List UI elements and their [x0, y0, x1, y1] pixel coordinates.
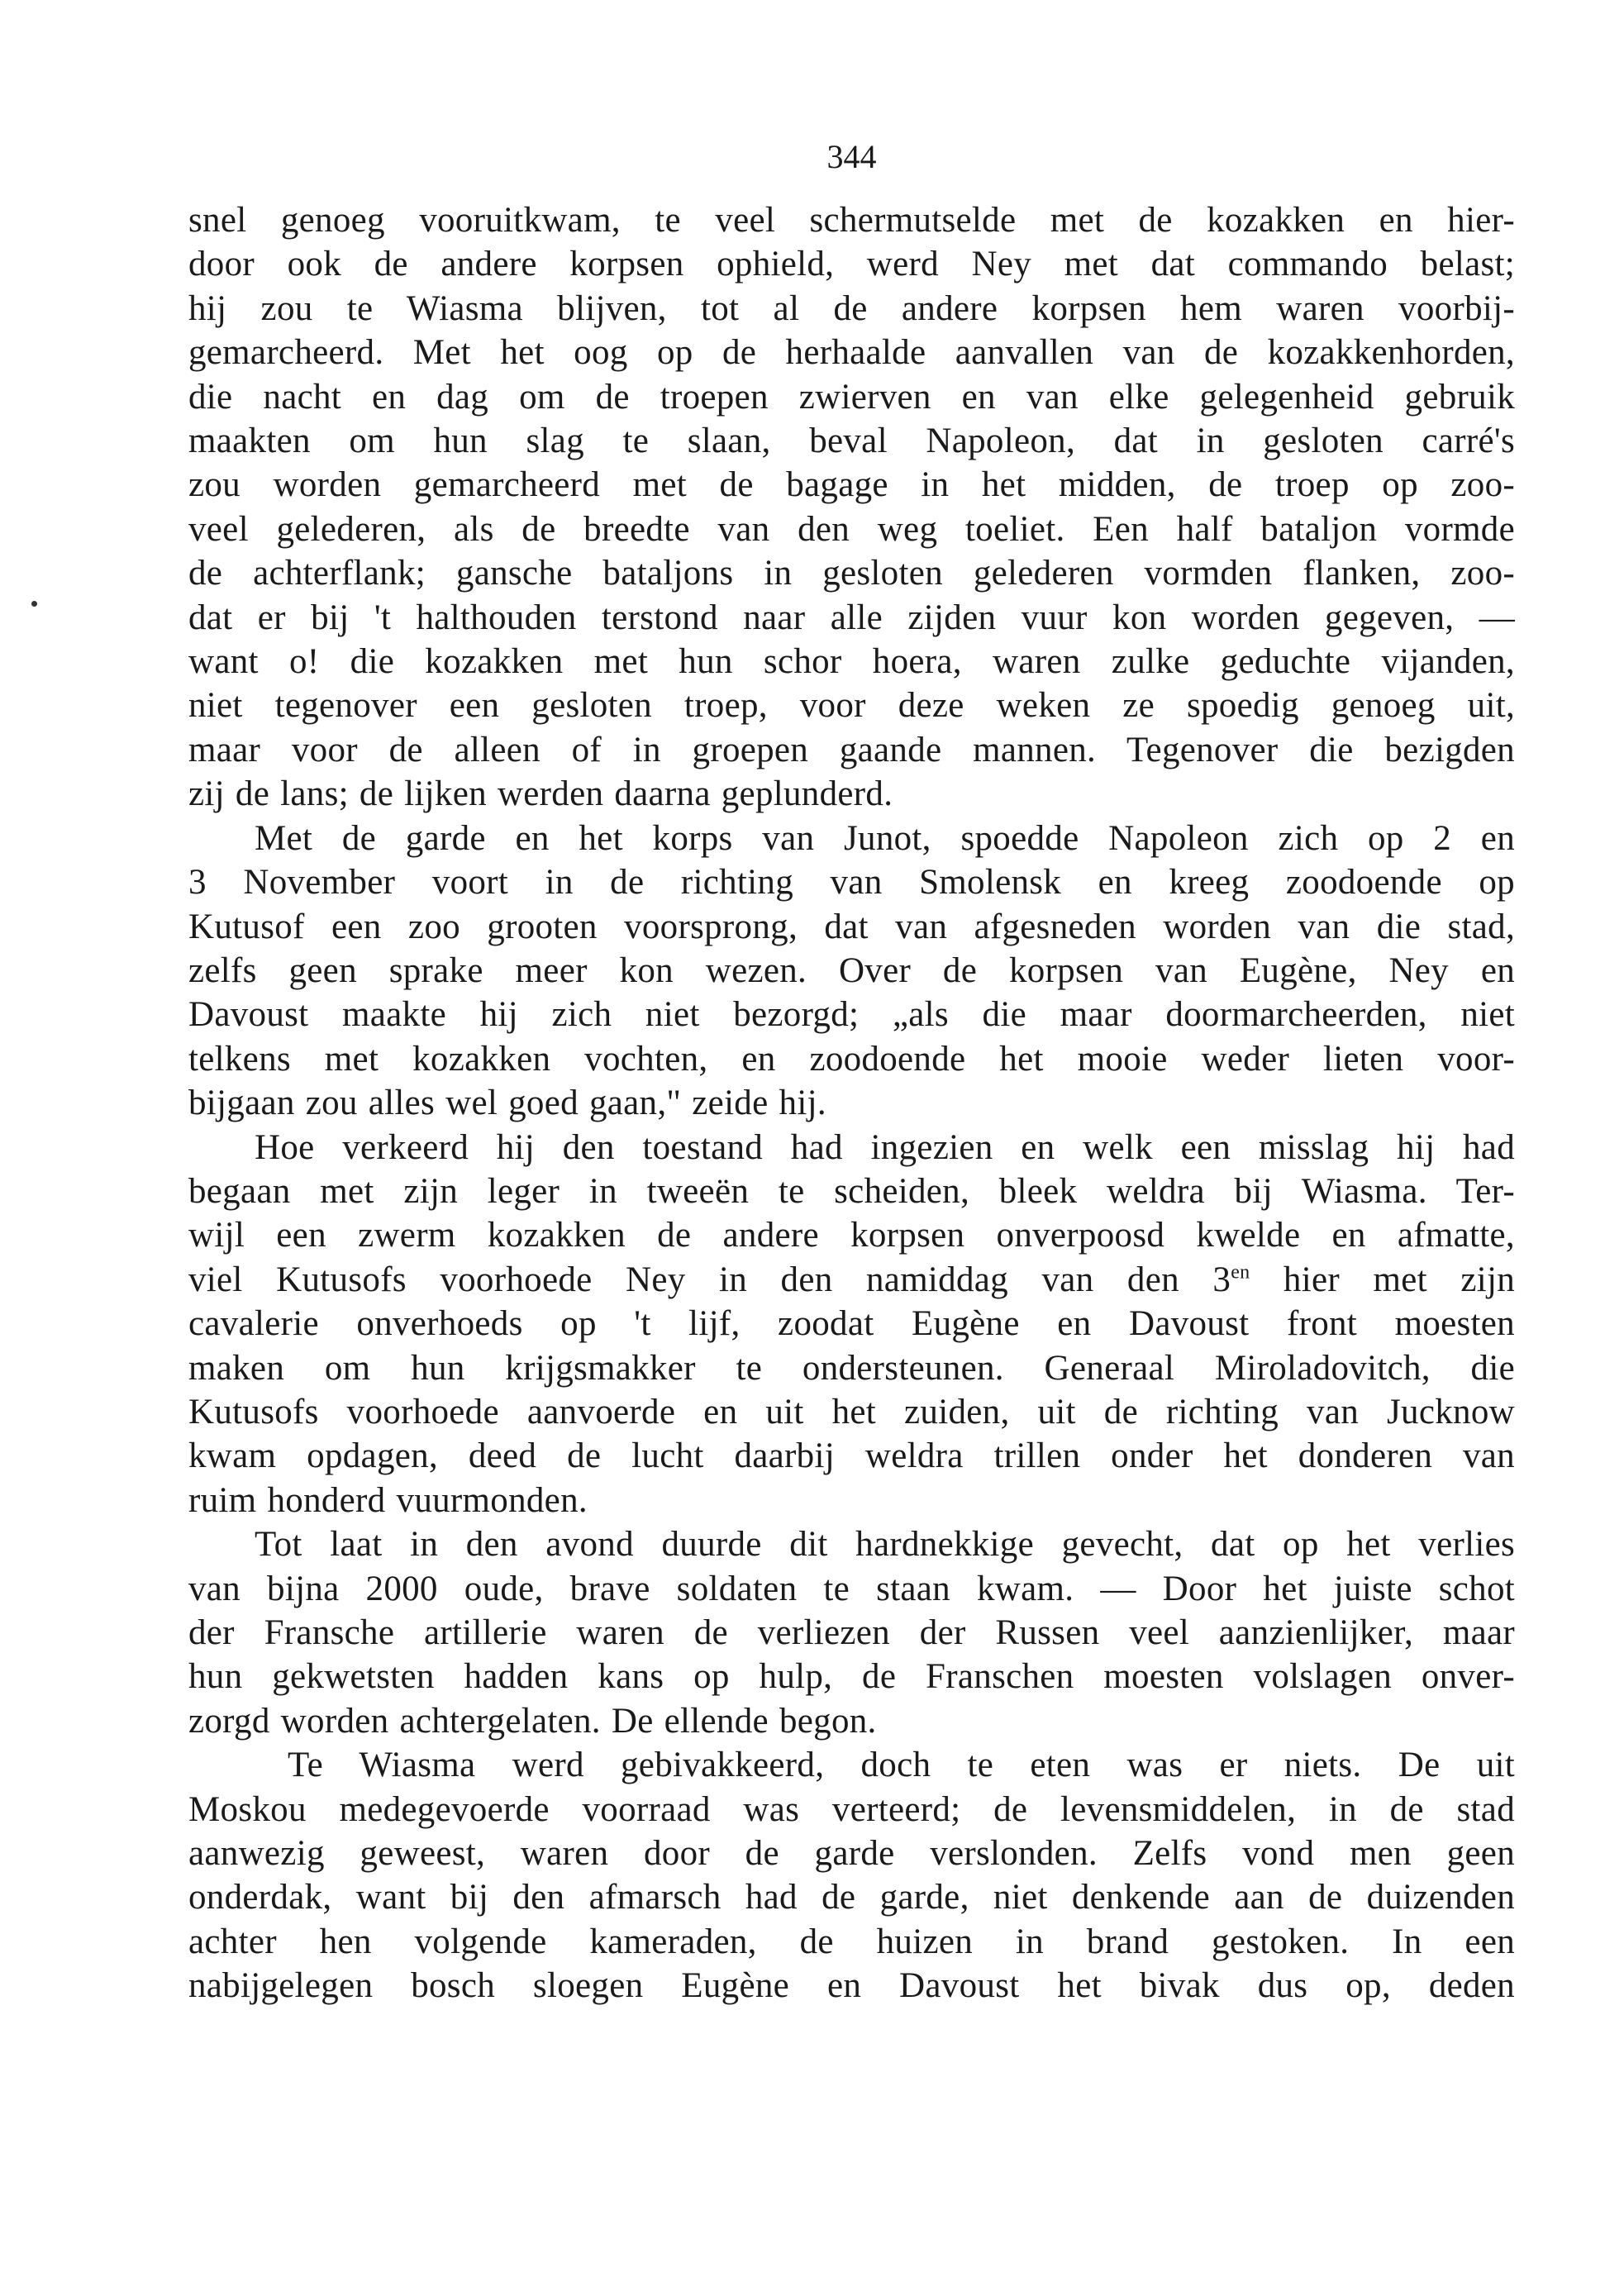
text-line: de achterflank; gansche bataljons in gesloten gelederen vormden flanken, zoo-	[188, 554, 1515, 593]
text-line: hij zou te Wiasma blijven, tot al de andere korpsen hem waren voorbij-	[188, 288, 1515, 328]
text-line: Tot laat in den avond duurde dit hardnekkige gevecht, dat op het verlies	[255, 1525, 1515, 1565]
text-line: kwam opdagen, deed de lucht daarbij weldra trillen onder het donderen van	[188, 1436, 1515, 1476]
page-number: 344	[826, 138, 877, 175]
text-line: begaan met zijn leger in tweeën te scheiden, bleek weldra bij Wiasma. Ter-	[188, 1171, 1515, 1211]
text-line: Kutusof een zoo grooten voorsprong, dat van afgesneden worden van die stad,	[188, 907, 1515, 946]
text-line: der Fransche artillerie waren de verliezen der Russen veel aanzienlijker, maar	[188, 1613, 1515, 1652]
book-page	[188, 132, 1515, 2008]
text-line: hun gekwetsten hadden kans op hulp, de Franschen moesten volslagen onver-	[188, 1657, 1515, 1697]
text-line: die nacht en dag om de troepen zwierven en van elke gelegenheid gebruik	[188, 377, 1515, 417]
text-line: onderdak, want bij den afmarsch had de garde, niet denkende aan de duizenden	[188, 1878, 1515, 1917]
body-text	[188, 198, 1515, 2008]
text-line: niet tegenover een gesloten troep, voor deze weken ze spoedig genoeg uit,	[188, 686, 1515, 726]
text-line: wijl een zwerm kozakken de andere korpsen onverpoosd kwelde en afmatte,	[188, 1216, 1515, 1255]
text-line: achter hen volgende kameraden, de huizen in brand gestoken. In een	[188, 1922, 1515, 1961]
text-line: snel genoeg vooruitkwam, te veel schermutselde met de kozakken en hier-	[188, 201, 1515, 240]
text-line: telkens met kozakken vochten, en zoodoende het mooie weder lieten voor-	[188, 1039, 1515, 1079]
margin-speck	[31, 601, 37, 607]
text-line: Davoust maakte hij zich niet bezorgd; „als die maar doormarcheerden, niet	[188, 995, 1515, 1035]
text-line: zij de lans; de lijken werden daarna geplunderd.	[188, 774, 893, 814]
text-line: Kutusofs voorhoede aanvoerde en uit het zuiden, uit de richting van Jucknow	[188, 1392, 1515, 1431]
superscript: en	[1231, 1261, 1250, 1284]
text-line: maakten om hun slag te slaan, beval Napoleon, dat in gesloten carré's	[188, 422, 1515, 461]
text-line: 3 November voort in de richting van Smolensk en kreeg zoodoende op	[188, 863, 1515, 903]
text-line: ruim honderd vuurmonden.	[188, 1480, 588, 1520]
text-line: viel Kutusofs voorhoede Ney in den namiddag van den $3^{en}$ hier met zijn	[188, 1260, 1516, 1299]
text-line: veel gelederen, als de breedte van den weg toeliet. Een half bataljon vormde	[188, 509, 1515, 549]
text-line: want o! die kozakken met hun schor hoera, waren zulke geduchte vijanden,	[188, 642, 1515, 682]
text-line: maar voor de alleen of in groepen gaande mannen. Tegenover die bezigden	[188, 730, 1515, 769]
text-line: Met de garde en het korps van Junot, spoedde Napoleon zich op 2 en	[255, 818, 1515, 858]
text-line: door ook de andere korpsen ophield, werd Ney met dat commando belast;	[188, 245, 1515, 284]
text-line: gemarcheerd. Met het oog op de herhaalde aanvallen van de kozakkenhorden,	[188, 333, 1515, 373]
text-line: zelfs geen sprake meer kon wezen. Over de korpsen van Eugène, Ney en	[188, 950, 1515, 990]
text-line: nabijgelegen bosch sloegen Eugène en Davoust het bivak dus op, deden	[188, 1966, 1515, 2006]
text-line: Moskou medegevoerde voorraad was verteerd; de levensmiddelen, in de stad	[188, 1789, 1515, 1829]
text-line: Te Wiasma werd gebivakkeerd, doch te eten was er niets. De uit	[288, 1746, 1515, 1785]
text-line: van bijna 2000 oude, brave soldaten te staan kwam. — Door het juiste schot	[188, 1569, 1515, 1608]
text-line: Hoe verkeerd hij den toestand had ingezien en welk een misslag hij had	[255, 1127, 1515, 1167]
text-line: dat er bij 't halthouden terstond naar alle zijden vuur kon worden gegeven, —	[188, 598, 1515, 637]
text-line: aanwezig geweest, waren door de garde verslonden. Zelfs vond men geen	[188, 1834, 1515, 1874]
text-line: zorgd worden achtergelaten. De ellende begon.	[188, 1701, 877, 1741]
text-line: zou worden gemarcheerd met de bagage in het midden, de troep op zoo-	[188, 465, 1515, 505]
text-line: maken om hun krijgsmakker te ondersteunen. Generaal Miroladovitch, die	[188, 1348, 1515, 1388]
text-line: bijgaan zou alles wel goed gaan," zeide hij.	[188, 1084, 826, 1123]
text-line: cavalerie onverhoeds op 't lijf, zoodat Eugène en Davoust front moesten	[188, 1304, 1515, 1344]
